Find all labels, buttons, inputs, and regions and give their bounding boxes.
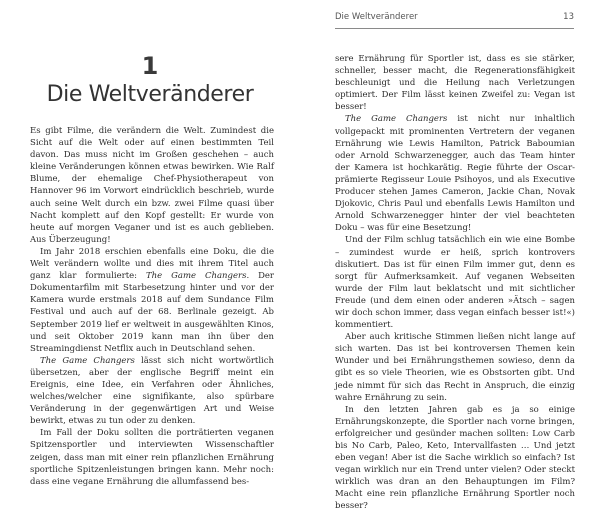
paragraph bbox=[30, 246, 274, 355]
right-page bbox=[300, 0, 600, 512]
paragraph: Aber auch kritische Stimmen ließen nicht lange auf sich warten. Das ist bei kontroversen Themen kein Wunder und bei Ernährungsthemen sowieso, denn da gibt es so viele Theorien, wie es Obstsorten gibt. Und jede nimmt für sich das Recht in Anspruch, die einzig wahre Ernährung zu sein. bbox=[335, 332, 575, 403]
paragraph: Es gibt Filme, die verändern die Welt. Zumindest die Sicht auf die Welt oder auf einen bestimmten Teil davon. Das muss nicht im Großen geschehen – auch kleine Veränderungen können etwas bewirken. Wie Ralf Blume, der ehemalige Chef-Physiotherapeut von Hannover 96 im Vorwort eindrücklich beschrieb, wurde auch seine Welt durch ein bzw. zwei Filme quasi über Nacht komplett auf den Kopf gestellt: Er wurde von heute auf morgen Veganer und ist es auch geblieben. Aus Überzeugung! bbox=[30, 126, 274, 245]
header-rule bbox=[335, 28, 574, 29]
page-number: 13 bbox=[563, 12, 574, 22]
paragraph bbox=[335, 113, 575, 234]
paragraph: Im Fall der Doku sollten die porträtierten veganen Spitzensportler und interviewten Wissenschaftler zeigen, dass man mit einer rein pflanzlichen Ernährung sportliche Spitzenleistungen bringen kann. Mehr noch: dass eine vegane Ernährung die allumfassend bes- bbox=[30, 428, 274, 487]
paragraph-text: lässt sich nicht wortwörtlich übersetzen, aber der englische Begriff meint ein Ereignis, eine Idee, ein Verfahren oder Ähnliches, welches/welcher eine signifikante, also spürbare Veränderung in der gegenwärtigen Art und Weise bewirkt, etwas zu tun oder zu denken. bbox=[30, 355, 274, 427]
film-title-italic: The Game Changers bbox=[345, 114, 448, 125]
right-body-text bbox=[335, 53, 575, 513]
paragraph-text: . Der Dokumentarfilm mit Starbesetzung hinter und vor der Kamera wurde erstmals 2018 auf dem Sundance Film Festival und auch auf der 68. Berlinale gezeigt. Ab September 2019 lief er weltweit in ausgewählten Kinos, und seit Oktober 2019 kann man ihn über den Streamingdienst Netflix auch in Deutschland sehen. bbox=[30, 271, 274, 354]
running-head: Die Weltveränderer bbox=[335, 12, 418, 22]
film-title-italic: The Game Changers bbox=[40, 355, 135, 366]
chapter-number: 1 bbox=[141, 52, 159, 80]
paragraph-text: ist nicht nur inhaltlich vollgepackt mit prominenten Vertretern der veganen Ernährung wie Lewis Hamilton, Patrick Baboumian oder Arnold Schwarzenegger, auch das Team hinter der Kamera ist hochkarätig. Regie führte der Oscar-prämierte Regisseur Louie Psihoyos, und als Executive Producer stehen James Cameron, Jackie Chan, Novak Djokovic, Chris Paul und ebenfalls Lewis Hamilton und Arnold Schwarzenegger hinter der viel beachteten Doku – was für eine Besetzung! bbox=[335, 114, 575, 234]
paragraph: Und der Film schlug tatsächlich ein wie eine Bombe – zumindest wurde er heiß, sprich kontrovers diskutiert. Das ist für einen Film immer gut, denn es sorgt für Aufmerksamkeit. Auf veganen Webseiten wurde der Film laut beklatscht und mit sichtlicher Freude (und dem einen oder anderen »Ätsch – sagen wir doch schon immer, dass vegan einfach besser ist!«) kommentiert. bbox=[335, 235, 575, 331]
film-title-italic: The Game Changers bbox=[146, 271, 247, 282]
paragraph: In den letzten Jahren gab es ja so einige Ernährungskonzepte, die Sportler nach vorne bringen, erfolgreicher und gesünder machen sollten: Low Carb bis No Carb, Paleo, Keto, Intervallfasten … Und jetzt eben vegan! Aber ist die Sache wirklich so einfach? Ist vegan wirklich nur ein Trend unter vielen? Oder steckt wirklich was dran an den Behauptungen im Film? Macht eine rein pflanzliche Ernährung Sportler noch besser? bbox=[335, 404, 575, 512]
paragraph: sere Ernährung für Sportler ist, dass es sie stärker, schneller, besser macht, die Regenerationsfähigkeit beschleunigt und die Heilung nach Verletzungen optimiert. Der Film lässt keinen Zweifel zu: Vegan ist besser! bbox=[335, 54, 575, 113]
paragraph bbox=[30, 355, 274, 428]
chapter-title: Die Weltveränderer bbox=[46, 82, 254, 107]
left-page bbox=[0, 0, 300, 487]
paragraph-text: Im Jahr 2018 erschien ebenfalls eine Doku, die die Welt verändern wollte und dies mit ihrem Titel auch ganz klar formulierte: bbox=[30, 246, 274, 282]
left-body-text bbox=[30, 125, 274, 488]
